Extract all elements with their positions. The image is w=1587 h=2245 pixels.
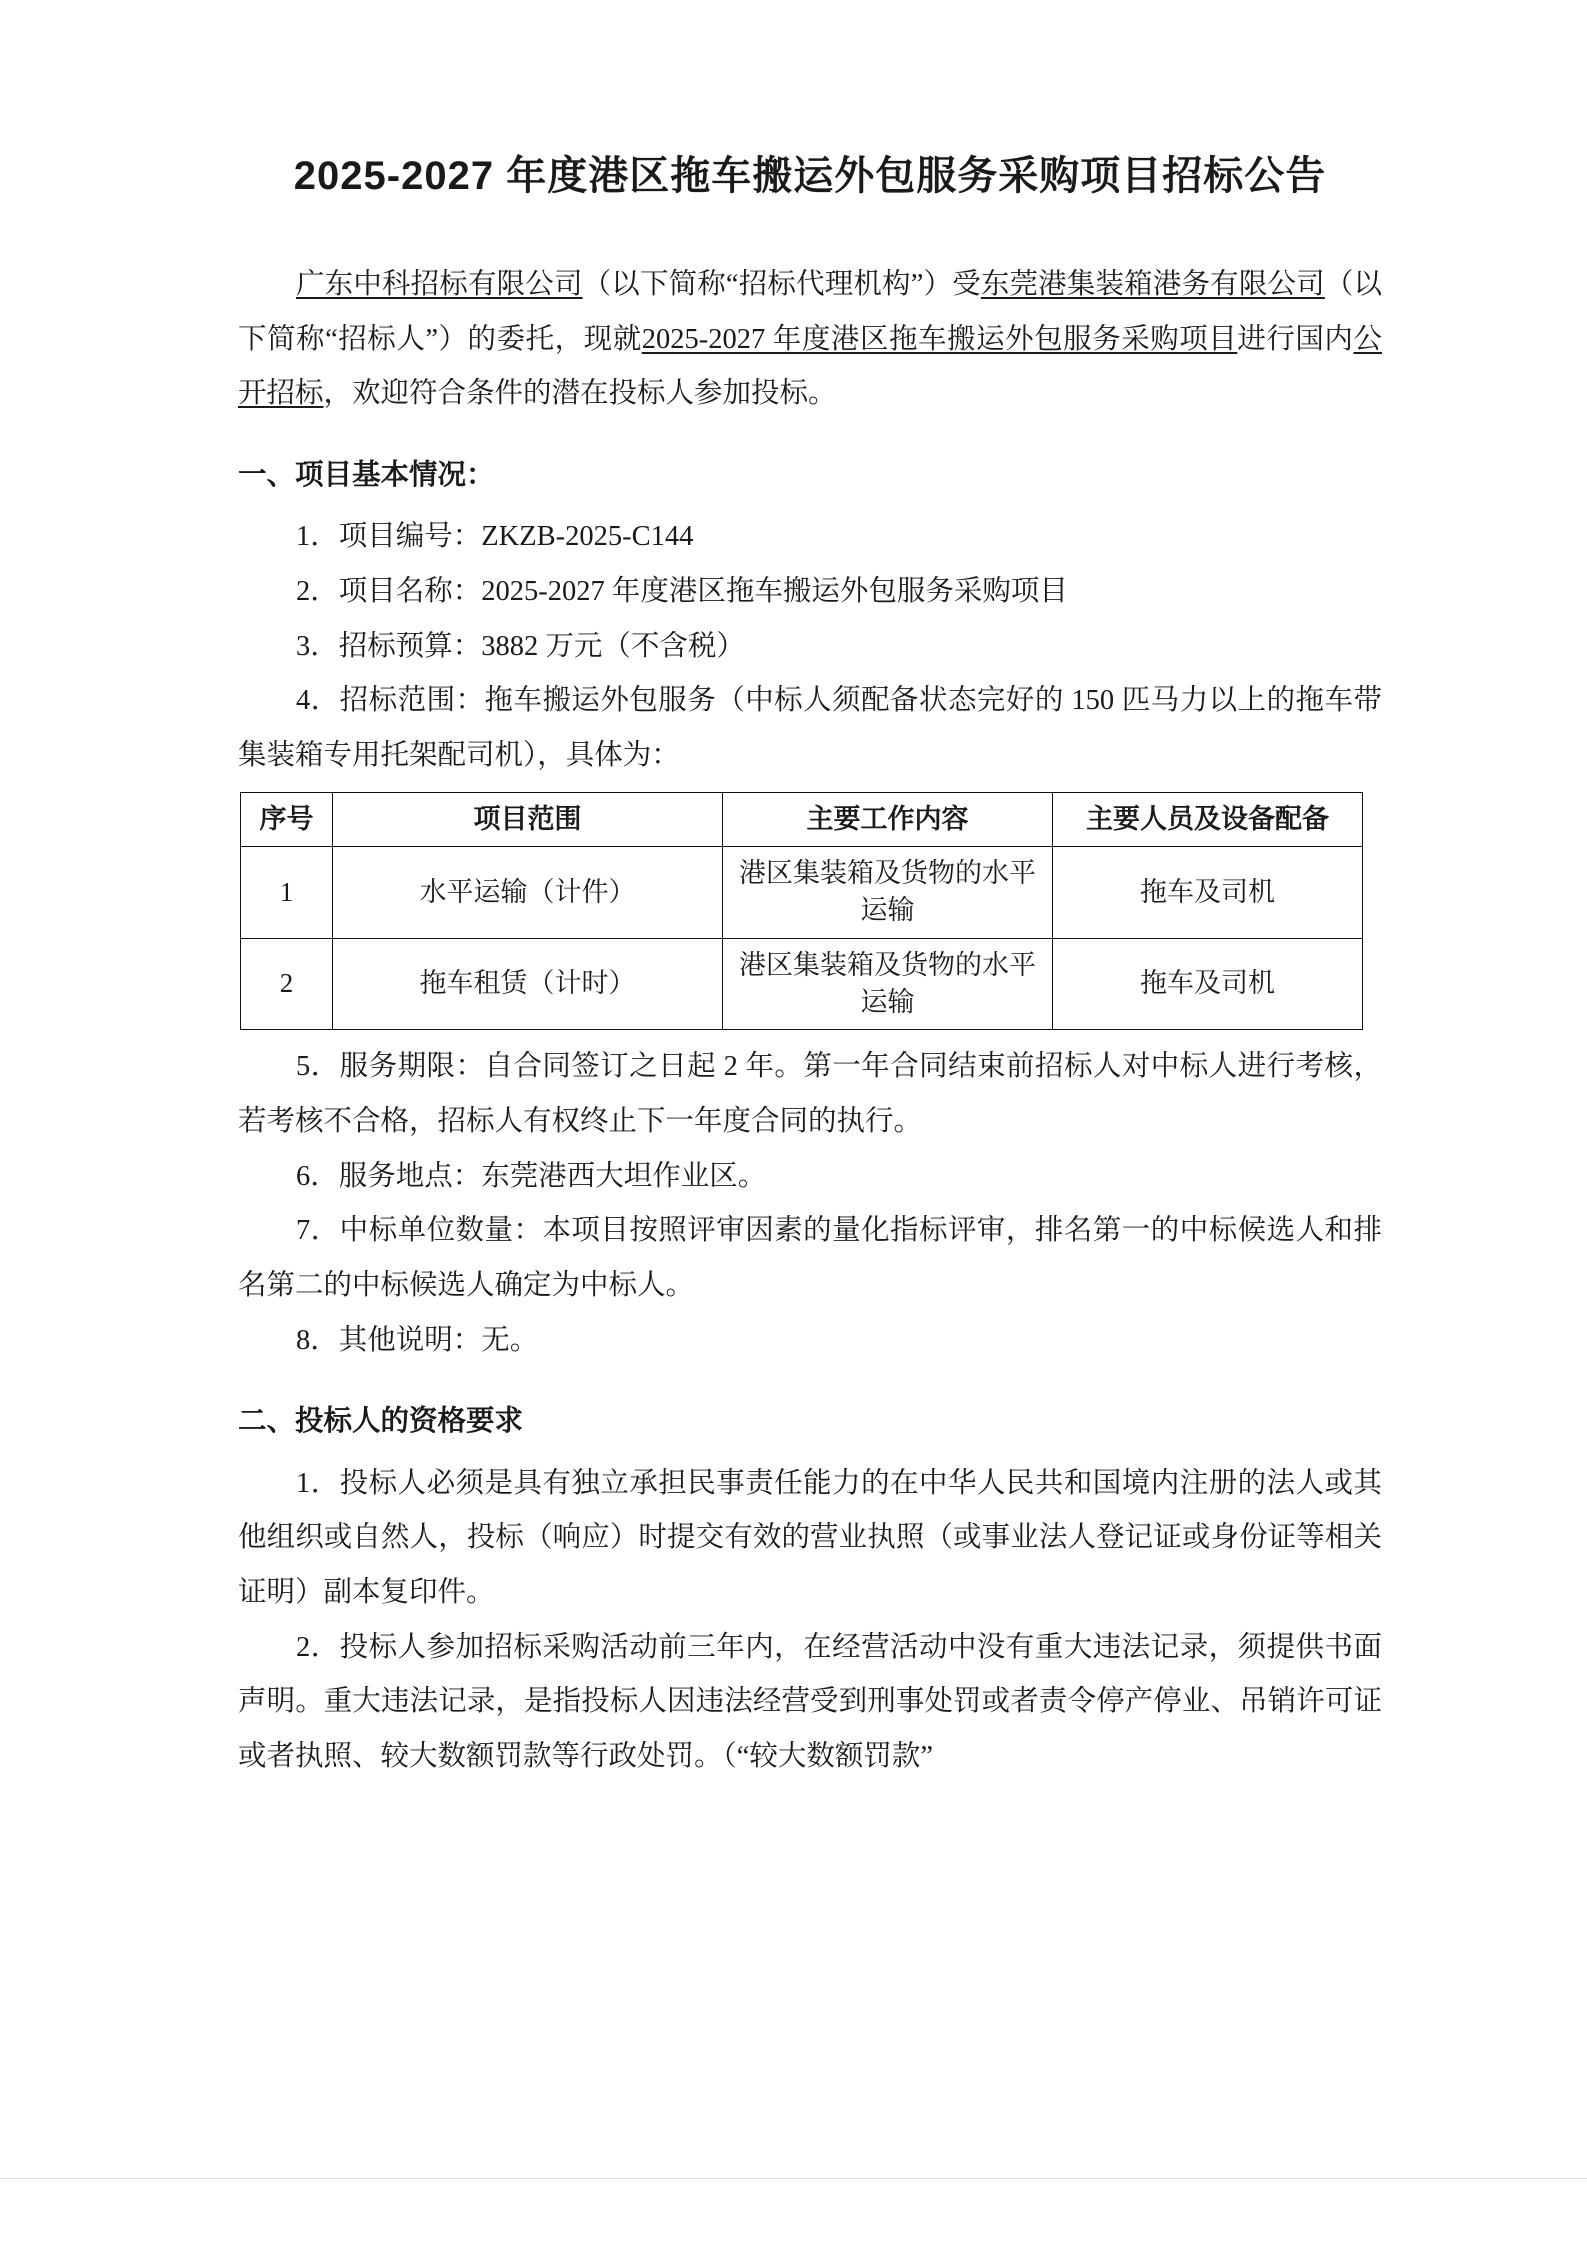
- section-heading-1: 一、项目基本情况：: [238, 459, 495, 492]
- agency-name: 广东中科招标有限公司: [296, 269, 583, 300]
- page-bottom-rule: [0, 2178, 1587, 2179]
- tenderer-name: 东莞港集装箱港务有限公司: [980, 269, 1325, 300]
- section-heading-2: 二、投标人的资格要求: [238, 1405, 524, 1438]
- agency-alias: （以下简称“招标代理机构”）受: [582, 269, 981, 300]
- section-1-item-7: 7．中标单位数量：本项目按照评审因素的量化指标评审，排名第一的中标候选人和排名第二的中标候选人确定为中标人。: [238, 1215, 1382, 1302]
- table-header-row: [241, 792, 1363, 846]
- table-header-content: 主要工作内容: [723, 792, 1053, 846]
- cell-content: 港区集装箱及货物的水平运输: [723, 847, 1053, 939]
- cell-scope: 拖车租赁（计时）: [333, 938, 723, 1030]
- table-header-resources: 主要人员及设备配备: [1053, 792, 1363, 846]
- table-header-index: 序号: [241, 792, 333, 846]
- cell-resources: 拖车及司机: [1053, 938, 1363, 1030]
- table-row: [241, 938, 1363, 1030]
- tenderer-alias: （以下简称“招标人”）的委托，现就: [238, 269, 1382, 355]
- cell-scope: 水平运输（计件）: [333, 847, 723, 939]
- cell-content: 港区集装箱及货物的水平运输: [723, 938, 1053, 1030]
- cell-index: 1: [241, 847, 333, 939]
- scope-table: [240, 792, 1363, 1030]
- table-header-scope: 项目范围: [333, 792, 723, 846]
- page-title: 2025-2027 年度港区拖车搬运外包服务采购项目招标公告: [293, 154, 1327, 198]
- intro-paragraph: [238, 258, 1382, 422]
- section-2-item-1: 1．投标人必须是具有独立承担民事责任能力的在中华人民共和国境内注册的法人或其他组织或自然人，投标（响应）时提交有效的营业执照（或事业法人登记证或身份证等相关证明）副本复印件。: [238, 1467, 1382, 1609]
- section-1-item-4: 4．招标范围：拖车搬运外包服务（中标人须配备状态完好的 150 匹马力以上的拖车带集装箱专用托架配司机），具体为：: [238, 685, 1382, 772]
- section-1-item-1: 1．项目编号：ZKZB-2025-C144: [296, 521, 694, 553]
- table-row: [241, 847, 1363, 939]
- intro-tail: ，欢迎符合条件的潜在投标人参加投标。: [323, 378, 837, 410]
- section-1-item-5: 5．服务期限：自合同签订之日起 2 年。第一年合同结束前招标人对中标人进行考核，若考核不合格，招标人有权终止下一年度合同的执行。: [238, 1051, 1382, 1137]
- bidding-method: 公开招标: [238, 323, 1382, 410]
- section-2-item-2: 2．投标人参加招标采购活动前三年内，在经营活动中没有重大违法记录，须提供书面声明。重大违法记录，是指投标人因违法经营受到刑事处罚或者责令停产停业、吊销许可证或者执照、较大数额罚款等行政处罚。（“较大数额罚款”: [238, 1631, 1382, 1773]
- section-1-item-6: 6．服务地点：东莞港西大坦作业区。: [296, 1160, 767, 1192]
- cell-resources: 拖车及司机: [1053, 847, 1363, 939]
- section-1-item-2: 2．项目名称：2025-2027 年度港区拖车搬运外包服务采购项目: [296, 576, 1068, 608]
- intro-middle: 进行国内: [1237, 323, 1354, 355]
- cell-index: 2: [241, 938, 333, 1030]
- section-1-item-3: 3．招标预算：3882 万元（不含税）: [296, 630, 745, 662]
- section-1-item-8: 8．其他说明：无。: [296, 1324, 539, 1356]
- project-name-inline: 2025-2027 年度港区拖车搬运外包服务采购项目: [641, 323, 1238, 355]
